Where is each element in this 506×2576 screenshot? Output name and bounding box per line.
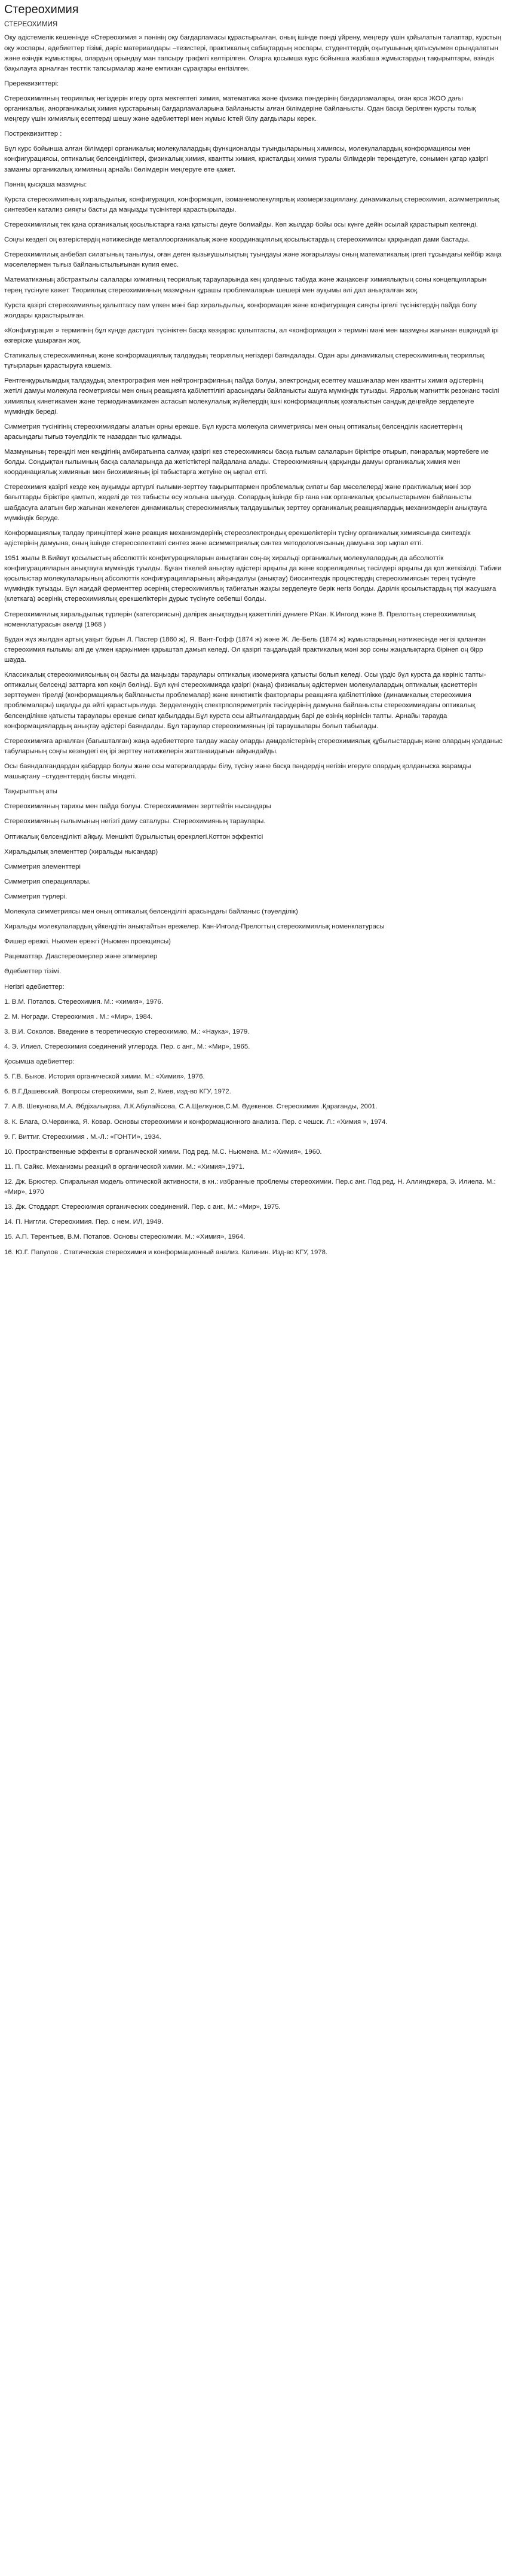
body-paragraph: Соңғы кездегі оң өзгерістердің нәтижесінде металлоорганикалық және координациялық қосылыстардың стереохимиясы қарқындап дами бастады.	[4, 236, 470, 244]
reference-item: 13. Дж. Стоддарт. Стереохимия органических соединений. Пер. с анг., М.: «Мир», 1975.	[4, 1203, 281, 1211]
reference-item: 3. В.И. Соколов. Введение в теоретическую стереохимию. М.: «Наука», 1979.	[4, 1028, 250, 1035]
body-paragraph: Симметрия элементтері	[4, 863, 81, 870]
reference-item: 16. Ю.Г. Папулов . Статическая стереохимия и конформационный анализ. Калинин. Изд-во КГУ, 1978.	[4, 1248, 328, 1256]
body-paragraph: Стереохимияның тарихы мен пайда болуы. Стереохимиямен зерттейтін нысандары	[4, 803, 271, 811]
body-paragraph: Симметрия операциялары.	[4, 878, 91, 885]
reference-item: 11. П. Сайкс. Механизмы реакций в органической химии. М.: «Химия»,1971.	[4, 1163, 245, 1171]
body-paragraph: 1951 жылы В.Бийвут қосылыстың абсолюттік конфигурацияларын анықтаған соң-ақ хиральді органикалық молекулалардың да абсолюттік конфигурацияларын анықтауға мүмкіндік туылды. Бұған тікелей анықтау әдістері арқылы да және корреляциялық тәсілдері арқылы да қол жеткізілді. Табиғи қосылыстар молекулаларының абсолюттік конфигурацияларының айқындалуы (анықтау) биосинтездік процестердің стереохимиясын терең түсінуге мүмкіндік туғызды. Бұл жағдай ферменттер әсерінің стереохимиялық табиғатын жақсы зерделеуге берік негіз болды. Дарілік қосылыстардың тірі жасушаға (клеткага) әсерінің стереохимиялық ерекшеліктерін дұрыс түсінуге себепші болды.	[4, 554, 502, 603]
body-paragraph: «Конфигурация » термипнің бұл күнде дастүрлі түсініктен басқа көзқарас қалыптасты, ал «конформация » термині мәні мен мазмұны жағынан ешқандай ірі өзгеріске ұшыраған жоқ.	[4, 326, 499, 345]
reference-item: Қосымша әдебиеттер:	[4, 1058, 75, 1066]
body-paragraph: Бұл курс бойынша алған білімдері органикалық молекулалардың функционалды туындыларының химиясы, молекулалардың конформациясы мен конфигурациясы, оптикалық белсенділіктері, физикалық химия, квантты химия, кристалдық химия туралы білімдерін тереңдетуге, сонымен қатар қазіргі заманғы органикалық химияның арнайы бөлімдерін меңгеруге өте қажет.	[4, 145, 488, 173]
body-paragraph: Будан жүз жылдан артық уақыт бұрын Л. Пастер (1860 ж), Я. Вант-Гофф (1874 ж) және Ж. Ле-Бель (1874 ж) жұмыстарының нәтижесінде негізі қаланған стереохимия ғылымы әлі де үлкен қарқынмен қарыштап дамып келеді. Ол қазіргі таңдағыдай практикалық мәні зор соны жаңалықтарға бірінеп оң бірр шауда.	[4, 635, 486, 664]
body-paragraph: Статикалық стереохимияның және конформациялық талдаудың теориялық негіздері баяндалады. Одан ары динамикалық стереохимияның теориялық тұғырларын қарастыруға көшеміз.	[4, 352, 484, 370]
page-subtitle: СТЕРЕОХИМИЯ	[4, 20, 58, 28]
body-paragraph: Фишер ережгі. Ньюмен ережгі (Ньюмен проекциясы)	[4, 938, 171, 946]
body-paragraph: Стереохимиялық тек қана органикалық қосылыстарға ғана қатысты деуге болмайды. Көп жылдар бойы осы күнге дейін осылай қарастырып келгенді.	[4, 221, 478, 229]
body-paragraph: Әдебиеттер тізімі.	[4, 968, 62, 976]
body-paragraph: Рентгенқұрылымдық талдаудың электрография мен нейтронграфияның пайда болуы, электрондық есептеу машиналар мен квантты химия әдістерінің жетілі дамуы молекула геометриясы мен оның реакцияға қабілеттілігі арасындағы байланысты ашуға мүмкіндік туғызды. Ядролық магниттік резонанс тәсілі химиялық кинетикамен және термодинамикамен астасып молекулалық жүйелердің ішкі конформациялық қозғалыстын сандық деңгейде зерделеуге мүмкіндік береді.	[4, 377, 499, 415]
body-paragraph: Пререквизиттері:	[4, 80, 59, 87]
reference-item: 12. Дж. Брюстер. Спиральная модель оптической активности, в кн.: избранные проблемы стереохимии. Пер.с анг. Под ред. Н. Аллинджера, Э. Илиела. М.: «Мир», 1970	[4, 1178, 496, 1196]
body-paragraph: Стереохимияға арналған (бағышталған) жаңа әдебиеттерге талдау жасау оларды дәмделістерінің стереохимиялық құбылыстардың және олардың қолданыс табуларының соңғы кезеңдегі ең ірі зерттеу нәтижелерін жаттанаидығын айқындайды.	[4, 737, 502, 755]
page-title: Стереохимия	[4, 3, 79, 16]
body-paragraph: Конформациялық талдау принціптері және реакция механизмдерінің стереоэлектрондық ерекшеліктерін түсіну органикалық химиясында синтездік әдістерінің дамуына, оның ішінде стереоселективті синтез және асимметриялық синтез методологиясының дамуына зор ықпал етті.	[4, 529, 471, 547]
body-paragraph: Курста стереохимияның хиральдылық, конфигурация, конформация, ізоманемолекулярлық изомеризациялану, динамикалық стереохимия, асимметриялық синтезбен катализ сияқты басты да маңызды түсініктері қарастырылады.	[4, 195, 499, 213]
reference-item: 15. А.П. Терентьев, В.М. Потапов. Основы стереохимии. М.: «Химия», 1964.	[4, 1233, 246, 1241]
body-paragraph: Молекула симметриясы мен оның оптикалық белсенділігі арасындағы байланыс (тәуелділік)	[4, 908, 298, 916]
reference-item: 10. Пространственные эффекты в органической химии. Под ред. М.С. Ньюмена. М.: «Химия», 1960.	[4, 1148, 322, 1156]
body-paragraph: Курста қазіргі стереохимиялық қалыптасу пам үлкен мәні бар хиральдылық, конформация және конфигурация сияқты іргелі түсініктердің пайда болу жолдары қарастырылған.	[4, 301, 477, 319]
body-paragraph: Стереохимияның ғылымының негізгі даму саталуры. Стереохимияның тараулары.	[4, 818, 266, 826]
body-paragraph: Классикалық стереохимиясының оң басты да маңызды тараулары оптикалық изомерияға қатысты болып келеді. Осы үрдіс бұл курста да көрініс тапты- оптикалық белсенді заттарға көп көңіл бөлінді. Бұл күні стереохимияда қазіргі (жаңа) физикалық әдістермен молекулалардың оптикалық қасиеттерін зерттеумен тірелді (конформациялық байланысты проблемалар) және кинетиктік факторлары реакцияға қабілеттілікке (динамикалық стереохимия проблемалары) шқалды да әйті қарастырылуда. Зерделенудің спектрполяриметрлік тәсілдерінің дамуына байланысты стереохимиядағы оптикалық белсенділікке қатысты тараулары ерекше сипат қабылдады.Бұл курста осы айтылғандардың барі де өзінің көрінісін тапты. Арнайы тарауда конформациялардың анықтау әдістері баяндалды. Бұл тараулар стереохимияның ірі тараушылары болып табылады.	[4, 671, 486, 730]
body-paragraph: Хиральдылық элементтер (хиральды нысандар)	[4, 848, 158, 855]
reference-item: 2. М. Ногради. Стереохимия . М.: «Мир», 1984.	[4, 1013, 153, 1020]
reference-item: 7. А.В. Шекунова,М.А. Әбдіхалықова, Л.К.Абулайісова, С.А.Щелкунов,С.М. Әдекенов. Стереохимия .Қараганды, 2001.	[4, 1103, 378, 1111]
reference-item: 14. П. Ниггли. Стереохимия. Пер. с нем. ИЛ, 1949.	[4, 1218, 164, 1226]
body-paragraph: Постреквизиттер :	[4, 130, 62, 138]
reference-item: 8. К. Блага, О.Червинка, Я. Ковар. Основы стереохимии и конформационного анализа. Пер. с чешск. Л.: «Химия », 1974.	[4, 1118, 388, 1126]
body-paragraph: Стереохимия қазіргі кезде кең ауқымды артүрлі ғылыми-зерттеу тақырыптармен проблемалық сипаты бар мәселелердi және практикалық мәні зор бағыттарды біріктіре қамтып, жеделі де тез табысты өсу жолына шығуда. Солардың ішінде бір ғана нак органикалық қосылыстарымен байланысты шабдасуға алатын бир жағынан жекелеген динамикалық стереохимиялық талдаушылық зерттеу органикалық реакциялардың механизмдерін анықтауға мүмкіндік беруде.	[4, 484, 487, 522]
body-paragraph: Математиканың абстрактылы салалары химияның теориялық тарауларында кең қолданыс табуда және жаңаксеңг химиялықтың соны концепцияларын терең түсінуге кәжет. Теориялық стереохимияның мазмұнын құрашы проблемаларын шешері мен ауқымы әлі дал анықталған жоқ.	[4, 276, 487, 294]
body-paragraph: Осы баяндалғандардан қабардар болуы және осы материалдарды білу, түсіну және басқа пәндердің негізін игеруге олардың қолданыска жарамды машықтану –студенттердің басты міндеті.	[4, 762, 471, 781]
body-paragraph: Мазмұнының тереңдігі мен кеңдігінің амбиратынпа салмақ қазіргі кез стереохимиясы басқа ғылым салаларын біріктіре отырып, пәнаралық мәртебеге ие болды. Сондықтан ғылымның басқа салаларында да жетістіктері пайдалана алады. Стереохимияның қарқынды дамуы органикалық химия мен координациялық химиянын мен биохимияның ірі табыстарға жетуіне оң ықпал етті.	[4, 448, 489, 476]
reference-item: 6. В.Г.Дашевский. Вопросы стереохимии, вып 2, Киев, изд-во КГУ, 1972.	[4, 1088, 231, 1096]
body-paragraph: Пәннің қысқаша мазмұны:	[4, 181, 87, 188]
body-paragraph: Стереохимиялық анбебап силатының танылуы, оған деген қызығушылықтың туындауы және жоғарылауы оның математикалық іргегі тұсындағы кейбір жаңа мәселелермен тығыз байланыстылығынан күпия емес.	[4, 251, 502, 269]
document-body	[4, 33, 502, 992]
body-paragraph: Симметрия түсінігінің стереохимиядағы алатын орны ерекше. Бұл курста молекула симметриясы мен оның оптикалық белсенділік касиеттерінің арасындағы тығыз тәуелділік те назардан тыс қалмады.	[4, 423, 462, 441]
body-paragraph: Стереохимияның теориялық негіздерін игеру орта мектептегі химия, математика және физика пәндерінің бағдарламалары, оған қоса ЖОО дағы органикалық, анорганикалық химия курстарының бағдарламаларына байланысты алған білімдеріне байланысты. Одан басқа берілген курсты толық меңгеру үшін химиялық есептердi шешу және әдебиеттерi мен жұмыс істей білу дағдылары керек.	[4, 94, 476, 123]
body-paragraph: Негізгі әдебиеттер:	[4, 983, 65, 991]
body-paragraph: Симметрия түрлері.	[4, 893, 68, 900]
document-page	[0, 0, 506, 1269]
reference-item: 9. Г. Виттиг. Стереохимия . М.-Л.: «ГОНТИ», 1934.	[4, 1133, 161, 1141]
body-paragraph: Хиральды молекулалардың үйкендітін анықтайтын ережелер. Кан-Инголд-Прелогтың стереохимиялық номенклатурасы	[4, 923, 385, 931]
body-paragraph: Оқу әдістемелік кешенінде «Стереохимия » пәнінің оқу бағдарламасы құрастырылған, оның ішінде пәнді үйрену, меңгеру үшін қойылатын талаптар, курстың оқу жоспары, әдебиеттер тізімі, дәріс материалдары –тезистері, практикалық сабақтардың жоспары, студенттердің оқытушының қатысуымен орындалатын және өзіндік жұмыстары, олардың орындау ман тапсыру графигі келтірілген. Оларға қосымша курс бойынша жазбаша жұмыстардың тақырыптары, өзіндік бақылауға арналған тесттік тапсырмалар және емтихан сұрақтары енгізілген.	[4, 34, 501, 72]
body-paragraph: Оптикалық белсенділікті айқыу. Меншікті бұрылыстың өрекрлегі.Коттон эффектісі	[4, 833, 263, 841]
reference-item: 5. Г.В. Быков. История органической химии. М.: «Химия», 1976.	[4, 1073, 205, 1081]
body-paragraph: Стереохимиялық хиральдылық түрлерін (категориясын) дәлірек анықтаудың қажеттілігі дүниеге Р.Кан. К.Инголд және В. Прелогтың стереохимиялық номенклатурасын әкелді (1968 )	[4, 610, 476, 628]
body-paragraph: Рацематтар. Диастереомерлер және эпимерлер	[4, 953, 158, 961]
reference-list	[4, 997, 502, 1258]
reference-item: 4. Э. Илиел. Стереохимия соединений углерода. Пер. с анг., М.: «Мир», 1965.	[4, 1043, 250, 1051]
body-paragraph: Тақырыптың аты	[4, 788, 57, 796]
reference-item: 1. В.М. Потапов. Стереохимия. М.: «химия», 1976.	[4, 998, 164, 1006]
